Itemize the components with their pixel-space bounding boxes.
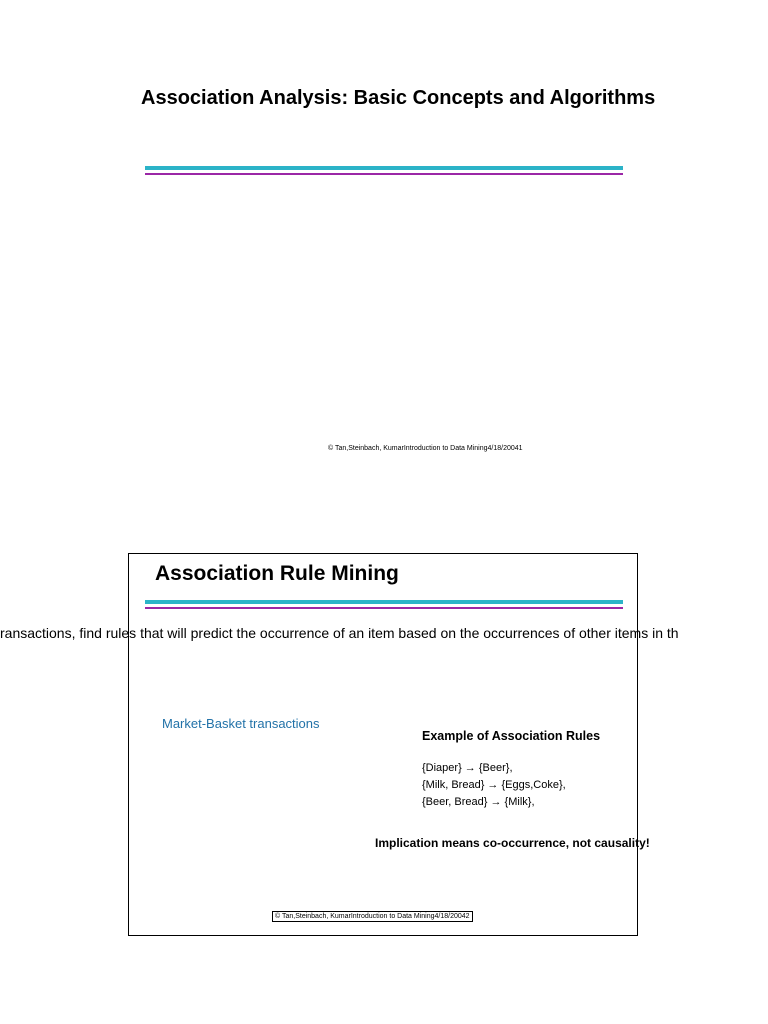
rule-item: {Milk, Bread} → {Eggs,Coke},: [422, 779, 566, 791]
slide2-title-divider-bar: [145, 600, 623, 604]
market-basket-label: Market-Basket transactions: [162, 716, 320, 731]
slide2-title-divider-line: [145, 607, 623, 609]
slide1-title: Association Analysis: Basic Concepts and Algorithms: [141, 87, 656, 109]
implication-note: Implication means co-occurrence, not causality!: [375, 836, 650, 850]
slide1-title-divider-line: [145, 173, 623, 175]
slide2-body-text: ransactions, find rules that will predict the occurrence of an item based on the occurrences of other items in th: [0, 625, 679, 641]
slide2-frame: [128, 553, 638, 936]
rule-item: {Beer, Bread} → {Milk},: [422, 796, 535, 808]
slide1-footer: © Tan,Steinbach, KumarIntroduction to Data Mining4/18/20041: [328, 445, 523, 452]
slide1-title-divider-bar: [145, 166, 623, 170]
rule-item: {Diaper} → {Beer},: [422, 762, 513, 774]
rules-list: [422, 760, 566, 811]
slide2-footer: © Tan,Steinbach, KumarIntroduction to Data Mining4/18/20042: [272, 911, 473, 922]
slide2-title: Association Rule Mining: [155, 562, 399, 585]
rules-heading: Example of Association Rules: [422, 729, 601, 743]
